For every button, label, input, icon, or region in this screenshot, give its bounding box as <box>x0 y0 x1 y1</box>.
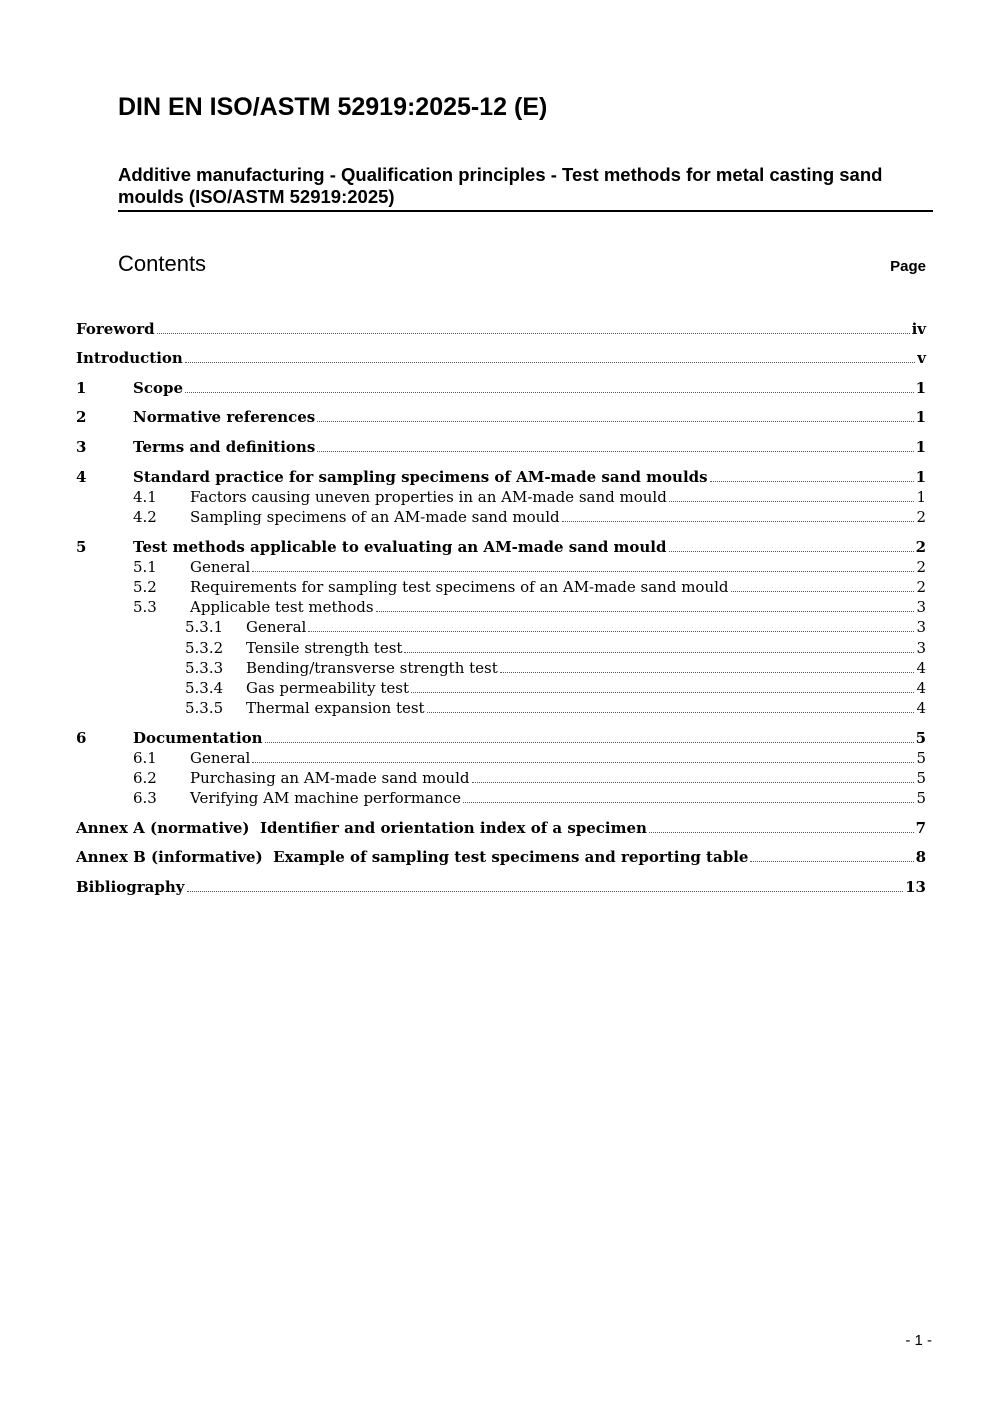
toc-entry-number: 5.2 <box>133 578 157 596</box>
toc-dot-leader <box>649 832 914 833</box>
toc-entry-number: 3 <box>76 438 87 456</box>
toc-dot-leader <box>411 692 914 693</box>
toc-dot-leader <box>252 762 914 763</box>
toc-entry-number: 6.1 <box>133 749 157 767</box>
toc-dot-leader <box>252 571 914 572</box>
toc-entry-title: Purchasing an AM-made sand mould <box>190 769 470 787</box>
toc-dot-leader <box>404 652 914 653</box>
toc-entry[interactable] <box>76 407 926 427</box>
toc-entry-title: Annex A (normative) Identifier and orientation index of a specimen <box>76 819 647 837</box>
page-column-heading: Page <box>890 258 926 275</box>
toc-entry[interactable] <box>76 678 926 698</box>
toc-entry[interactable] <box>76 788 926 808</box>
toc-dot-leader <box>427 712 915 713</box>
toc-entry[interactable] <box>76 487 926 507</box>
toc-entry-title: General <box>190 749 251 767</box>
toc-entry-page: 2 <box>916 558 926 576</box>
page-number: - 1 - <box>905 1332 932 1349</box>
toc-entry[interactable] <box>76 537 926 557</box>
toc-entry-title: Thermal expansion test <box>246 699 425 717</box>
toc-entry-number: 4 <box>76 468 87 486</box>
toc-entry-page: 7 <box>915 819 926 837</box>
toc-dot-leader <box>265 742 914 743</box>
toc-entry-number: 5.3.3 <box>185 659 224 677</box>
toc-entry-number: 5.3 <box>133 598 157 616</box>
toc-entry-number: 4.1 <box>133 488 157 506</box>
toc-entry-title: Requirements for sampling test specimens of an AM-made sand mould <box>190 578 729 596</box>
toc-entry-title: Standard practice for sampling specimens of AM-made sand moulds <box>133 468 708 486</box>
toc-entry-number: 5.3.2 <box>185 639 224 657</box>
toc-entry-number: 5.3.1 <box>185 618 224 636</box>
toc-entry[interactable] <box>76 319 926 339</box>
toc-entry-number: 5.3.4 <box>185 679 224 697</box>
toc-entry-page: 5 <box>915 729 926 747</box>
toc-entry-number: 1 <box>76 379 87 397</box>
toc-entry-title: Documentation <box>133 729 263 747</box>
toc-entry-number: 5.1 <box>133 558 157 576</box>
toc-entry-page: 8 <box>915 848 926 866</box>
toc-entry[interactable] <box>76 437 926 457</box>
toc-entry-title: Bibliography <box>76 878 185 896</box>
toc-entry-title: Terms and definitions <box>133 438 316 456</box>
toc-entry-page: 4 <box>916 659 926 677</box>
toc-dot-leader <box>317 421 913 422</box>
toc-dot-leader <box>308 631 914 632</box>
toc-entry-title: Verifying AM machine performance <box>190 789 461 807</box>
toc-entry-page: 1 <box>915 468 926 486</box>
toc-entry-page: 2 <box>915 538 926 556</box>
toc-entry[interactable] <box>76 728 926 748</box>
toc-entry-title: Bending/transverse strength test <box>246 659 498 677</box>
toc-entry-title: Foreword <box>76 320 155 338</box>
toc-dot-leader <box>187 891 904 892</box>
toc-entry-title: Tensile strength test <box>246 639 403 657</box>
toc-dot-leader <box>500 672 915 673</box>
toc-dot-leader <box>750 861 913 862</box>
toc-dot-leader <box>463 802 915 803</box>
toc-entry-page: iv <box>911 320 926 338</box>
toc-dot-leader <box>669 501 915 502</box>
toc-dot-leader <box>669 551 914 552</box>
toc-entry-number: 6 <box>76 729 87 747</box>
toc-entry-page: 4 <box>916 699 926 717</box>
toc-entry-number: 5.3.5 <box>185 699 224 717</box>
toc-entry[interactable] <box>76 507 926 527</box>
toc-entry-page: 1 <box>915 408 926 426</box>
document-subtitle: Additive manufacturing - Qualification principles - Test methods for metal casting sand moulds (ISO/ASTM 52919:2025) <box>118 164 933 212</box>
toc-dot-leader <box>185 392 914 393</box>
toc-entry-page: 4 <box>916 679 926 697</box>
toc-dot-leader <box>376 611 915 612</box>
toc-entry[interactable] <box>76 658 926 678</box>
toc-entry[interactable] <box>76 818 926 838</box>
toc-entry-title: Normative references <box>133 408 316 426</box>
toc-entry-page: v <box>917 349 926 367</box>
toc-entry-number: 5 <box>76 538 87 556</box>
toc-entry[interactable] <box>76 698 926 718</box>
toc-entry-page: 1 <box>915 379 926 397</box>
toc-entry-title: General <box>246 618 307 636</box>
toc-entry[interactable] <box>76 768 926 788</box>
toc-entry-title: Introduction <box>76 349 183 367</box>
toc-entry-page: 3 <box>916 598 926 616</box>
toc-entry-page: 3 <box>916 639 926 657</box>
document-title: DIN EN ISO/ASTM 52919:2025-12 (E) <box>118 93 548 121</box>
toc-entry-title: Gas permeability test <box>246 679 409 697</box>
toc-entry[interactable] <box>76 348 926 368</box>
toc-entry[interactable] <box>76 748 926 768</box>
toc-dot-leader <box>562 521 915 522</box>
toc-entry-page: 5 <box>916 749 926 767</box>
toc-entry-title: Test methods applicable to evaluating an AM-made sand mould <box>133 538 667 556</box>
toc-entry-number: 4.2 <box>133 508 157 526</box>
toc-entry-title: Sampling specimens of an AM-made sand mould <box>190 508 560 526</box>
toc-dot-leader <box>710 481 914 482</box>
toc-dot-leader <box>731 591 915 592</box>
toc-entry-title: Applicable test methods <box>190 598 374 616</box>
toc-entry[interactable] <box>76 467 926 487</box>
toc-entry-title: Annex B (informative) Example of sampling test specimens and reporting table <box>76 848 749 866</box>
toc-dot-leader <box>317 451 913 452</box>
toc-entry-page: 13 <box>905 878 926 896</box>
toc-dot-leader <box>472 782 915 783</box>
toc-entry-number: 6.3 <box>133 789 157 807</box>
toc-dot-leader <box>157 333 910 334</box>
toc-entry-page: 5 <box>916 769 926 787</box>
toc-entry-number: 2 <box>76 408 87 426</box>
toc-entry-page: 1 <box>915 438 926 456</box>
toc-entry[interactable] <box>76 557 926 577</box>
toc-entry[interactable] <box>76 638 926 658</box>
toc-entry-title: Scope <box>133 379 184 397</box>
toc-entry[interactable] <box>76 617 926 637</box>
toc-entry-page: 2 <box>916 508 926 526</box>
toc-entry-title: General <box>190 558 251 576</box>
toc-entry-number: 6.2 <box>133 769 157 787</box>
toc-dot-leader <box>185 362 915 363</box>
toc-entry[interactable] <box>76 378 926 398</box>
toc-entry[interactable] <box>76 877 926 897</box>
toc-entry-title: Factors causing uneven properties in an AM-made sand mould <box>190 488 667 506</box>
toc-entry[interactable] <box>76 597 926 617</box>
contents-heading: Contents <box>118 251 207 276</box>
toc-entry-page: 2 <box>916 578 926 596</box>
toc-entry-page: 1 <box>916 488 926 506</box>
toc-entry-page: 5 <box>916 789 926 807</box>
toc-entry[interactable] <box>76 847 926 867</box>
toc-entry-page: 3 <box>916 618 926 636</box>
toc-entry[interactable] <box>76 577 926 597</box>
